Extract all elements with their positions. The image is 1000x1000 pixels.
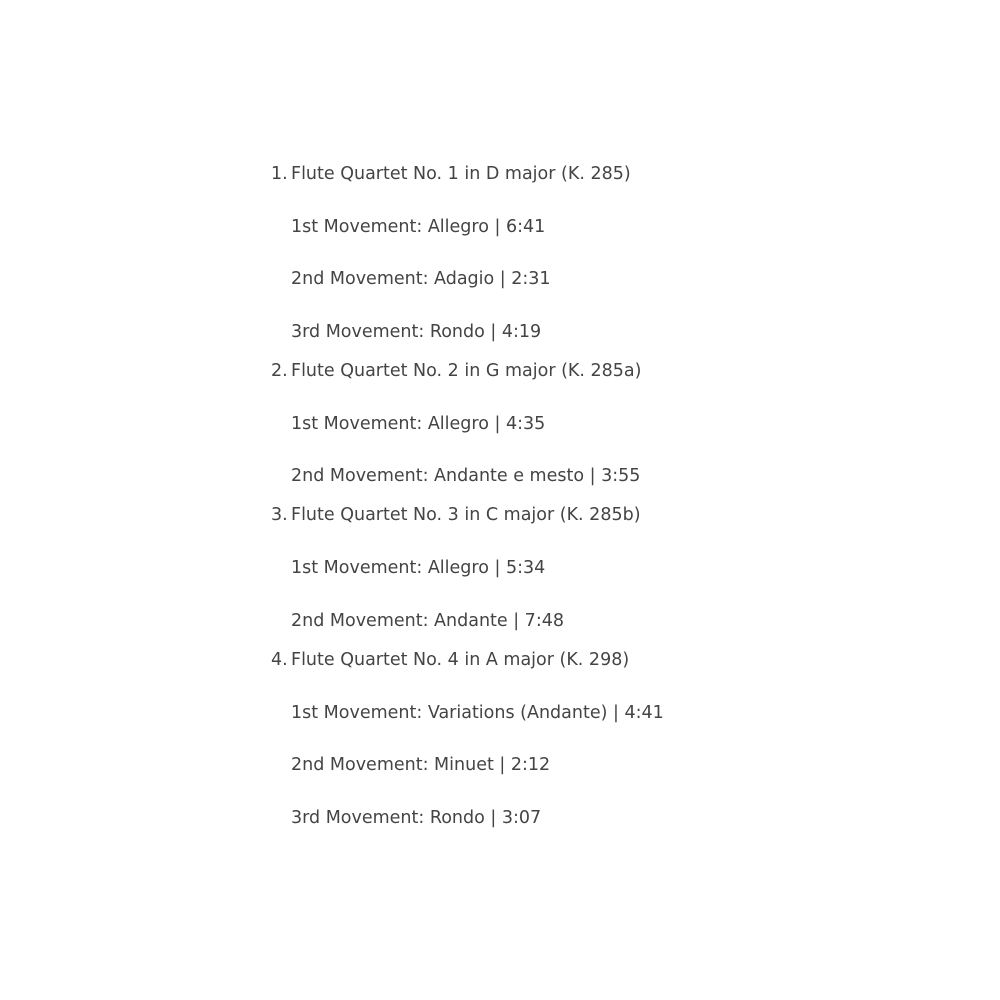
- quartet-number: 1.: [271, 164, 288, 184]
- movement-list: [271, 214, 791, 346]
- quartet-number: 2.: [271, 361, 288, 382]
- quartet-heading: [271, 161, 791, 188]
- movement-list: [271, 411, 791, 491]
- quartet-heading: [271, 358, 791, 385]
- quartet-number: 3.: [271, 505, 288, 526]
- quartet-title: Flute Quartet No. 3 in C major (K. 285b): [291, 505, 641, 526]
- quartet-item-4: [271, 647, 791, 832]
- movement-item: 2nd Movement: Adagio | 2:31: [291, 269, 551, 290]
- movement-item: 2nd Movement: Minuet | 2:12: [291, 755, 551, 776]
- movement-item: 1st Movement: Allegro | 4:35: [291, 413, 546, 434]
- quartet-number: 4.: [271, 649, 288, 670]
- movement-item: 1st Movement: Allegro | 5:34: [291, 558, 546, 579]
- movement-item: 3rd Movement: Rondo | 3:07: [291, 807, 542, 828]
- movement-list: [271, 700, 791, 832]
- quartet-item-2: [271, 358, 791, 490]
- movement-item: 1st Movement: Variations (Andante) | 4:41: [291, 702, 664, 723]
- movement-item: 1st Movement: Allegro | 6:41: [291, 216, 546, 237]
- quartet-title: Flute Quartet No. 2 in G major (K. 285a): [291, 361, 642, 382]
- quartet-list: [271, 161, 791, 844]
- quartet-item-1: [271, 161, 791, 346]
- movement-item: 3rd Movement: Rondo | 4:19: [291, 322, 542, 343]
- movement-item: 2nd Movement: Andante | 7:48: [291, 610, 564, 631]
- quartet-item-3: [271, 502, 791, 634]
- movement-list: [271, 555, 791, 635]
- movement-item: 2nd Movement: Andante e mesto | 3:55: [291, 466, 641, 487]
- quartet-title: Flute Quartet No. 4 in A major (K. 298): [291, 649, 630, 670]
- quartet-title: Flute Quartet No. 1 in D major (K. 285): [291, 164, 631, 184]
- quartet-heading: [271, 502, 791, 529]
- quartet-heading: [271, 647, 791, 674]
